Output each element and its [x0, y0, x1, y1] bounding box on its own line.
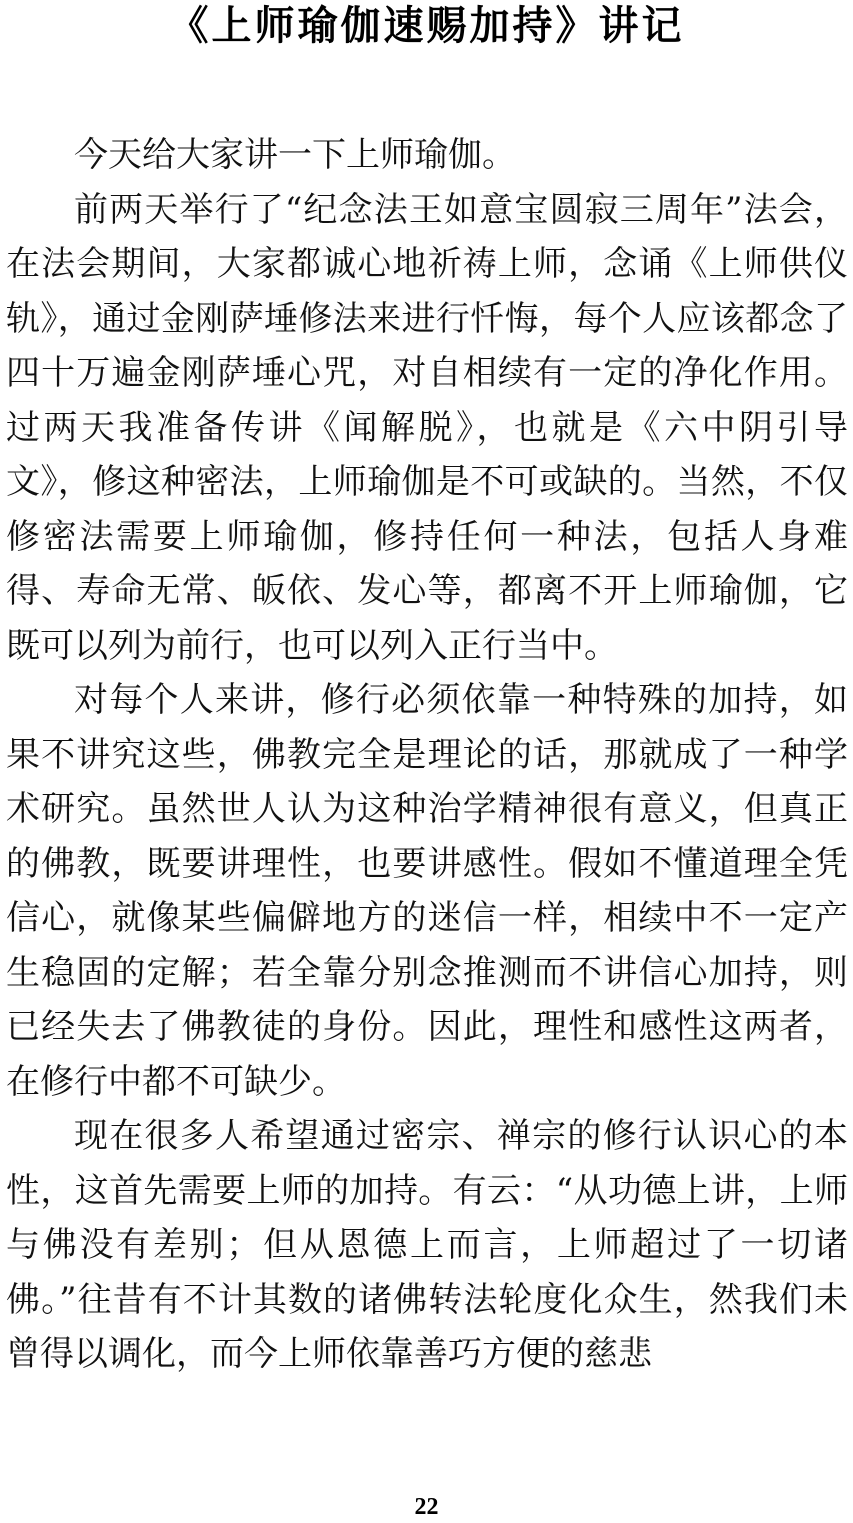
body-text — [6, 128, 848, 1382]
paragraph: 前两天举行了“纪念法王如意宝圆寂三周年”法会，在法会期间，大家都诚心地祈祷上师，念诵《上师供仪轨》，通过金刚萨埵修法来进行忏悔，每个人应该都念了四十万遍金刚萨埵心咒，对自相续有一定的净化作用。过两天我准备传讲《闻解脱》，也就是《六中阴引导文》，修这种密法，上师瑜伽是不可或缺的。当然，不仅修密法需要上师瑜伽，修持任何一种法，包括人身难得、寿命无常、皈依、发心等，都离不开上师瑜伽，它既可以列为前行，也可以列入正行当中。 — [6, 189, 848, 666]
page-number: 22 — [414, 1494, 439, 1520]
paragraph: 现在很多人希望通过密宗、禅宗的修行认识心的本性，这首先需要上师的加持。有云：“从功德上讲，上师与佛没有差别；但从恩德上而言，上师超过了一切诸佛。”往昔有不计其数的诸佛转法轮度化众生，然我们未曾得以调化，而今上师依靠善巧方便的慈悲 — [6, 1116, 848, 1374]
page-title: 《上师瑜伽速赐加持》讲记 — [168, 3, 685, 49]
paragraph: 今天给大家讲一下上师瑜伽。 — [74, 135, 516, 175]
paragraph: 对每个人来讲，修行必须依靠一种特殊的加持，如果不讲究这些，佛教完全是理论的话，那就成了一种学术研究。虽然世人认为这种治学精神很有意义，但真正的佛教，既要讲理性，也要讲感性。假如不懂道理全凭信心，就像某些偏僻地方的迷信一样，相续中不一定产生稳固的定解；若全靠分别念推测而不讲信心加持，则已经失去了佛教徒的身份。因此，理性和感性这两者，在修行中都不可缺少。 — [6, 680, 848, 1102]
